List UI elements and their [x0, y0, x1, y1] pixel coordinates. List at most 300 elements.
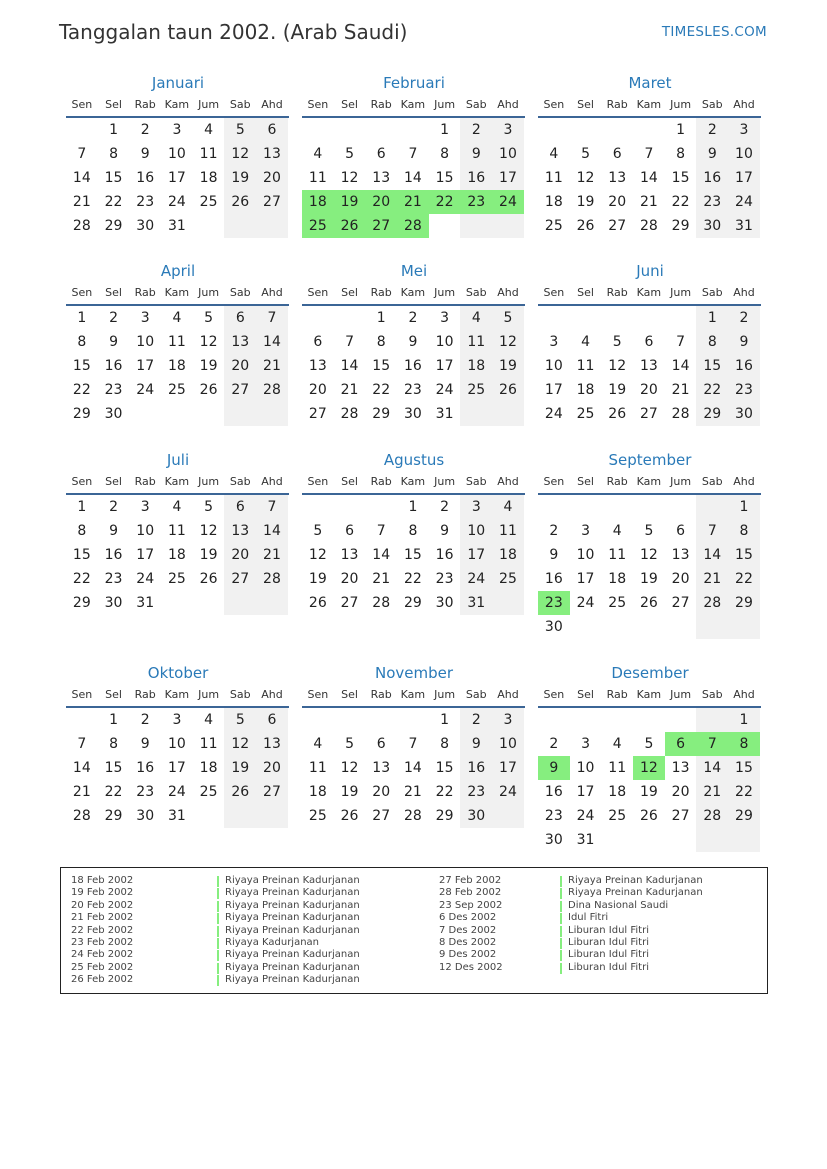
day-cell[interactable]: 16	[104, 547, 123, 563]
day-cell[interactable]: 3	[172, 712, 182, 728]
day-cell[interactable]: 12	[340, 170, 359, 186]
day-cell[interactable]: 26	[608, 406, 627, 422]
day-cell[interactable]: 12	[340, 760, 359, 776]
day-cell[interactable]: 10	[460, 519, 492, 543]
day-cell[interactable]: 24	[728, 190, 760, 214]
day-cell[interactable]: 11	[544, 170, 563, 186]
day-cell[interactable]: 17	[167, 760, 186, 776]
day-cell[interactable]: 20	[340, 571, 359, 587]
day-cell[interactable]: 28	[340, 406, 359, 422]
day-cell[interactable]: 25	[544, 218, 563, 234]
day-cell[interactable]: 9	[460, 142, 492, 166]
day-cell[interactable]: 11	[608, 547, 627, 563]
day-cell[interactable]: 9	[109, 334, 118, 350]
day-cell[interactable]: 7	[77, 146, 87, 162]
holiday-day-cell[interactable]: 9	[538, 756, 570, 780]
day-cell[interactable]: 9	[408, 334, 418, 350]
day-cell[interactable]: 8	[109, 146, 118, 162]
day-cell[interactable]: 14	[639, 170, 658, 186]
day-cell[interactable]: 24	[492, 780, 524, 804]
day-cell[interactable]: 9	[728, 330, 760, 354]
day-cell[interactable]: 30	[104, 406, 123, 422]
day-cell[interactable]: 12	[308, 547, 327, 563]
day-cell[interactable]: 16	[460, 166, 492, 190]
day-cell[interactable]: 11	[308, 170, 327, 186]
day-cell[interactable]: 7	[256, 306, 288, 330]
day-cell[interactable]: 31	[576, 832, 595, 848]
day-cell[interactable]: 2	[140, 122, 150, 138]
day-cell[interactable]: 22	[372, 382, 391, 398]
day-cell[interactable]: 22	[671, 194, 690, 210]
day-cell[interactable]: 25	[608, 595, 627, 611]
day-cell[interactable]: 24	[167, 194, 186, 210]
day-cell[interactable]: 2	[440, 499, 450, 515]
day-cell[interactable]: 4	[172, 310, 182, 326]
day-cell[interactable]: 6	[224, 306, 256, 330]
day-cell[interactable]: 29	[728, 804, 760, 828]
day-cell[interactable]: 26	[308, 595, 327, 611]
day-cell[interactable]: 26	[340, 808, 359, 824]
day-cell[interactable]: 29	[696, 402, 728, 426]
day-cell[interactable]: 29	[435, 808, 454, 824]
day-cell[interactable]: 6	[644, 334, 654, 350]
day-cell[interactable]: 19	[492, 354, 524, 378]
day-cell[interactable]: 26	[199, 382, 218, 398]
day-cell[interactable]: 18	[492, 543, 524, 567]
day-cell[interactable]: 27	[308, 406, 327, 422]
day-cell[interactable]: 12	[576, 170, 595, 186]
day-cell[interactable]: 16	[435, 547, 454, 563]
holiday-day-cell[interactable]: 21	[397, 190, 429, 214]
day-cell[interactable]: 29	[72, 406, 91, 422]
day-cell[interactable]: 24	[544, 406, 563, 422]
day-cell[interactable]: 9	[140, 736, 150, 752]
day-cell[interactable]: 2	[549, 523, 559, 539]
day-cell[interactable]: 27	[639, 406, 658, 422]
day-cell[interactable]: 14	[256, 519, 288, 543]
brand-link[interactable]: TIMESLES.COM	[661, 24, 767, 40]
day-cell[interactable]: 4	[460, 306, 492, 330]
day-cell[interactable]: 24	[576, 595, 595, 611]
holiday-day-cell[interactable]: 19	[334, 190, 366, 214]
holiday-day-cell[interactable]: 24	[492, 190, 524, 214]
day-cell[interactable]: 14	[671, 358, 690, 374]
day-cell[interactable]: 21	[639, 194, 658, 210]
day-cell[interactable]: 1	[728, 708, 760, 732]
day-cell[interactable]: 10	[544, 358, 563, 374]
day-cell[interactable]: 24	[460, 567, 492, 591]
day-cell[interactable]: 11	[608, 760, 627, 776]
day-cell[interactable]: 2	[696, 118, 728, 142]
day-cell[interactable]: 4	[172, 499, 182, 515]
day-cell[interactable]: 23	[435, 571, 454, 587]
day-cell[interactable]: 15	[696, 354, 728, 378]
day-cell[interactable]: 23	[104, 382, 123, 398]
day-cell[interactable]: 3	[549, 334, 559, 350]
day-cell[interactable]: 4	[313, 146, 323, 162]
day-cell[interactable]: 9	[460, 732, 492, 756]
day-cell[interactable]: 13	[639, 358, 658, 374]
day-cell[interactable]: 31	[167, 808, 186, 824]
day-cell[interactable]: 14	[372, 547, 391, 563]
day-cell[interactable]: 4	[313, 736, 323, 752]
day-cell[interactable]: 17	[576, 784, 595, 800]
day-cell[interactable]: 21	[403, 784, 422, 800]
day-cell[interactable]: 17	[167, 170, 186, 186]
day-cell[interactable]: 27	[256, 780, 288, 804]
holiday-day-cell[interactable]: 28	[397, 214, 429, 238]
holiday-day-cell[interactable]: 22	[429, 190, 461, 214]
day-cell[interactable]: 30	[460, 804, 492, 828]
day-cell[interactable]: 18	[608, 784, 627, 800]
day-cell[interactable]: 1	[696, 306, 728, 330]
day-cell[interactable]: 11	[199, 146, 218, 162]
day-cell[interactable]: 2	[728, 306, 760, 330]
day-cell[interactable]: 7	[408, 736, 418, 752]
day-cell[interactable]: 2	[460, 708, 492, 732]
day-cell[interactable]: 4	[612, 523, 622, 539]
day-cell[interactable]: 4	[612, 736, 622, 752]
day-cell[interactable]: 20	[372, 784, 391, 800]
day-cell[interactable]: 6	[376, 736, 386, 752]
day-cell[interactable]: 26	[224, 780, 256, 804]
day-cell[interactable]: 10	[492, 732, 524, 756]
day-cell[interactable]: 12	[199, 334, 218, 350]
day-cell[interactable]: 21	[671, 382, 690, 398]
day-cell[interactable]: 14	[72, 760, 91, 776]
day-cell[interactable]: 13	[224, 330, 256, 354]
day-cell[interactable]: 21	[72, 194, 91, 210]
day-cell[interactable]: 1	[676, 122, 686, 138]
day-cell[interactable]: 13	[224, 519, 256, 543]
day-cell[interactable]: 3	[172, 122, 182, 138]
day-cell[interactable]: 3	[440, 310, 450, 326]
day-cell[interactable]: 9	[140, 146, 150, 162]
day-cell[interactable]: 18	[460, 354, 492, 378]
day-cell[interactable]: 29	[403, 595, 422, 611]
day-cell[interactable]: 31	[460, 591, 492, 615]
day-cell[interactable]: 4	[581, 334, 590, 350]
day-cell[interactable]: 13	[372, 170, 391, 186]
day-cell[interactable]: 16	[728, 354, 760, 378]
holiday-day-cell[interactable]: 23	[538, 591, 570, 615]
day-cell[interactable]: 22	[72, 382, 91, 398]
day-cell[interactable]: 5	[313, 523, 323, 539]
day-cell[interactable]: 2	[109, 310, 118, 326]
day-cell[interactable]: 24	[167, 784, 186, 800]
day-cell[interactable]: 28	[639, 218, 658, 234]
day-cell[interactable]: 14	[403, 170, 422, 186]
day-cell[interactable]: 23	[544, 808, 563, 824]
day-cell[interactable]: 18	[576, 382, 595, 398]
day-cell[interactable]: 12	[224, 142, 256, 166]
day-cell[interactable]: 17	[576, 571, 595, 587]
day-cell[interactable]: 6	[376, 146, 386, 162]
day-cell[interactable]: 21	[340, 382, 359, 398]
day-cell[interactable]: 2	[140, 712, 150, 728]
holiday-day-cell[interactable]: 8	[728, 732, 760, 756]
day-cell[interactable]: 1	[109, 122, 118, 138]
day-cell[interactable]: 13	[671, 547, 690, 563]
holiday-day-cell[interactable]: 6	[665, 732, 697, 756]
day-cell[interactable]: 15	[104, 760, 123, 776]
day-cell[interactable]: 28	[696, 591, 728, 615]
day-cell[interactable]: 12	[608, 358, 627, 374]
day-cell[interactable]: 15	[728, 543, 760, 567]
holiday-day-cell[interactable]: 23	[460, 190, 492, 214]
day-cell[interactable]: 20	[224, 354, 256, 378]
day-cell[interactable]: 19	[224, 166, 256, 190]
day-cell[interactable]: 25	[308, 808, 327, 824]
day-cell[interactable]: 6	[676, 523, 686, 539]
day-cell[interactable]: 6	[313, 334, 323, 350]
day-cell[interactable]: 20	[671, 784, 690, 800]
holiday-day-cell[interactable]: 7	[696, 732, 728, 756]
holiday-day-cell[interactable]: 25	[302, 214, 334, 238]
day-cell[interactable]: 8	[77, 334, 87, 350]
day-cell[interactable]: 13	[256, 732, 288, 756]
day-cell[interactable]: 18	[167, 547, 186, 563]
day-cell[interactable]: 18	[544, 194, 563, 210]
day-cell[interactable]: 27	[372, 808, 391, 824]
day-cell[interactable]: 10	[167, 146, 186, 162]
day-cell[interactable]: 10	[136, 523, 155, 539]
day-cell[interactable]: 18	[308, 784, 327, 800]
day-cell[interactable]: 27	[671, 808, 690, 824]
day-cell[interactable]: 21	[256, 354, 288, 378]
day-cell[interactable]: 27	[340, 595, 359, 611]
day-cell[interactable]: 23	[403, 382, 422, 398]
day-cell[interactable]: 5	[204, 499, 214, 515]
day-cell[interactable]: 3	[728, 118, 760, 142]
day-cell[interactable]: 5	[492, 306, 524, 330]
day-cell[interactable]: 12	[639, 547, 658, 563]
day-cell[interactable]: 20	[639, 382, 658, 398]
day-cell[interactable]: 22	[403, 571, 422, 587]
day-cell[interactable]: 12	[199, 523, 218, 539]
day-cell[interactable]: 4	[204, 122, 214, 138]
day-cell[interactable]: 23	[728, 378, 760, 402]
day-cell[interactable]: 3	[581, 523, 590, 539]
day-cell[interactable]: 5	[644, 736, 654, 752]
day-cell[interactable]: 17	[728, 166, 760, 190]
day-cell[interactable]: 7	[408, 146, 418, 162]
day-cell[interactable]: 9	[696, 142, 728, 166]
day-cell[interactable]: 17	[460, 543, 492, 567]
day-cell[interactable]: 7	[256, 495, 288, 519]
day-cell[interactable]: 15	[372, 358, 391, 374]
day-cell[interactable]: 27	[608, 218, 627, 234]
day-cell[interactable]: 22	[696, 378, 728, 402]
day-cell[interactable]: 28	[671, 406, 690, 422]
day-cell[interactable]: 8	[77, 523, 87, 539]
day-cell[interactable]: 11	[576, 358, 595, 374]
day-cell[interactable]: 1	[77, 499, 87, 515]
day-cell[interactable]: 8	[696, 330, 728, 354]
day-cell[interactable]: 3	[581, 736, 590, 752]
day-cell[interactable]: 1	[440, 122, 450, 138]
day-cell[interactable]: 19	[199, 358, 218, 374]
day-cell[interactable]: 30	[696, 214, 728, 238]
day-cell[interactable]: 2	[549, 736, 559, 752]
day-cell[interactable]: 19	[608, 382, 627, 398]
holiday-day-cell[interactable]: 20	[365, 190, 397, 214]
day-cell[interactable]: 26	[639, 808, 658, 824]
day-cell[interactable]: 17	[492, 166, 524, 190]
day-cell[interactable]: 16	[104, 358, 123, 374]
day-cell[interactable]: 14	[256, 330, 288, 354]
day-cell[interactable]: 31	[435, 406, 454, 422]
day-cell[interactable]: 11	[167, 523, 186, 539]
day-cell[interactable]: 25	[576, 406, 595, 422]
day-cell[interactable]: 3	[140, 499, 150, 515]
day-cell[interactable]: 30	[403, 406, 422, 422]
day-cell[interactable]: 6	[224, 495, 256, 519]
day-cell[interactable]: 19	[308, 571, 327, 587]
day-cell[interactable]: 21	[696, 780, 728, 804]
day-cell[interactable]: 28	[72, 218, 91, 234]
day-cell[interactable]: 8	[408, 523, 418, 539]
day-cell[interactable]: 20	[671, 571, 690, 587]
day-cell[interactable]: 22	[72, 571, 91, 587]
day-cell[interactable]: 17	[136, 547, 155, 563]
day-cell[interactable]: 1	[408, 499, 418, 515]
day-cell[interactable]: 4	[204, 712, 214, 728]
day-cell[interactable]: 28	[256, 378, 288, 402]
day-cell[interactable]: 7	[77, 736, 87, 752]
day-cell[interactable]: 13	[340, 547, 359, 563]
holiday-day-cell[interactable]: 12	[633, 756, 665, 780]
day-cell[interactable]: 20	[608, 194, 627, 210]
day-cell[interactable]: 20	[308, 382, 327, 398]
day-cell[interactable]: 1	[376, 310, 386, 326]
day-cell[interactable]: 26	[576, 218, 595, 234]
day-cell[interactable]: 11	[199, 736, 218, 752]
day-cell[interactable]: 1	[440, 712, 450, 728]
day-cell[interactable]: 18	[199, 170, 218, 186]
day-cell[interactable]: 10	[136, 334, 155, 350]
day-cell[interactable]: 3	[140, 310, 150, 326]
day-cell[interactable]: 11	[492, 519, 524, 543]
day-cell[interactable]: 26	[199, 571, 218, 587]
day-cell[interactable]: 13	[308, 358, 327, 374]
day-cell[interactable]: 28	[256, 567, 288, 591]
day-cell[interactable]: 15	[728, 756, 760, 780]
day-cell[interactable]: 13	[256, 142, 288, 166]
day-cell[interactable]: 5	[345, 146, 354, 162]
day-cell[interactable]: 20	[256, 166, 288, 190]
day-cell[interactable]: 31	[728, 214, 760, 238]
day-cell[interactable]: 22	[728, 780, 760, 804]
day-cell[interactable]: 25	[199, 784, 218, 800]
day-cell[interactable]: 12	[492, 330, 524, 354]
day-cell[interactable]: 15	[104, 170, 123, 186]
day-cell[interactable]: 20	[224, 543, 256, 567]
day-cell[interactable]: 7	[376, 523, 386, 539]
day-cell[interactable]: 5	[224, 708, 256, 732]
day-cell[interactable]: 6	[256, 708, 288, 732]
day-cell[interactable]: 31	[136, 595, 155, 611]
day-cell[interactable]: 15	[435, 760, 454, 776]
day-cell[interactable]: 29	[372, 406, 391, 422]
day-cell[interactable]: 19	[224, 756, 256, 780]
day-cell[interactable]: 8	[376, 334, 386, 350]
day-cell[interactable]: 25	[167, 571, 186, 587]
day-cell[interactable]: 22	[435, 784, 454, 800]
day-cell[interactable]: 30	[104, 595, 123, 611]
day-cell[interactable]: 5	[224, 118, 256, 142]
day-cell[interactable]: 23	[696, 190, 728, 214]
day-cell[interactable]: 30	[136, 808, 155, 824]
day-cell[interactable]: 13	[608, 170, 627, 186]
day-cell[interactable]: 6	[345, 523, 354, 539]
day-cell[interactable]: 18	[199, 760, 218, 776]
day-cell[interactable]: 6	[612, 146, 622, 162]
day-cell[interactable]: 17	[492, 756, 524, 780]
day-cell[interactable]: 11	[460, 330, 492, 354]
day-cell[interactable]: 28	[696, 804, 728, 828]
day-cell[interactable]: 21	[72, 784, 91, 800]
day-cell[interactable]: 7	[644, 146, 654, 162]
day-cell[interactable]: 27	[224, 567, 256, 591]
day-cell[interactable]: 14	[696, 756, 728, 780]
day-cell[interactable]: 10	[576, 760, 595, 776]
day-cell[interactable]: 26	[492, 378, 524, 402]
day-cell[interactable]: 27	[256, 190, 288, 214]
day-cell[interactable]: 16	[136, 760, 155, 776]
day-cell[interactable]: 3	[492, 708, 524, 732]
day-cell[interactable]: 10	[728, 142, 760, 166]
day-cell[interactable]: 23	[136, 194, 155, 210]
day-cell[interactable]: 29	[728, 591, 760, 615]
day-cell[interactable]: 11	[167, 334, 186, 350]
day-cell[interactable]: 16	[696, 166, 728, 190]
day-cell[interactable]: 7	[676, 334, 686, 350]
day-cell[interactable]: 17	[544, 382, 563, 398]
day-cell[interactable]: 10	[492, 142, 524, 166]
day-cell[interactable]: 5	[204, 310, 214, 326]
day-cell[interactable]: 17	[136, 358, 155, 374]
day-cell[interactable]: 13	[372, 760, 391, 776]
day-cell[interactable]: 8	[676, 146, 686, 162]
day-cell[interactable]: 8	[109, 736, 118, 752]
day-cell[interactable]: 21	[696, 567, 728, 591]
day-cell[interactable]: 25	[608, 808, 627, 824]
holiday-day-cell[interactable]: 27	[365, 214, 397, 238]
day-cell[interactable]: 21	[256, 543, 288, 567]
day-cell[interactable]: 16	[403, 358, 422, 374]
day-cell[interactable]: 8	[728, 519, 760, 543]
day-cell[interactable]: 27	[671, 595, 690, 611]
day-cell[interactable]: 18	[608, 571, 627, 587]
day-cell[interactable]: 15	[72, 547, 91, 563]
day-cell[interactable]: 10	[167, 736, 186, 752]
day-cell[interactable]: 22	[728, 567, 760, 591]
day-cell[interactable]: 25	[199, 194, 218, 210]
day-cell[interactable]: 1	[109, 712, 118, 728]
day-cell[interactable]: 4	[549, 146, 559, 162]
day-cell[interactable]: 16	[544, 784, 563, 800]
day-cell[interactable]: 28	[72, 808, 91, 824]
holiday-day-cell[interactable]: 18	[302, 190, 334, 214]
day-cell[interactable]: 7	[696, 519, 728, 543]
day-cell[interactable]: 30	[728, 402, 760, 426]
day-cell[interactable]: 14	[72, 170, 91, 186]
day-cell[interactable]: 22	[104, 784, 123, 800]
day-cell[interactable]: 29	[72, 595, 91, 611]
day-cell[interactable]: 17	[435, 358, 454, 374]
day-cell[interactable]: 6	[256, 118, 288, 142]
